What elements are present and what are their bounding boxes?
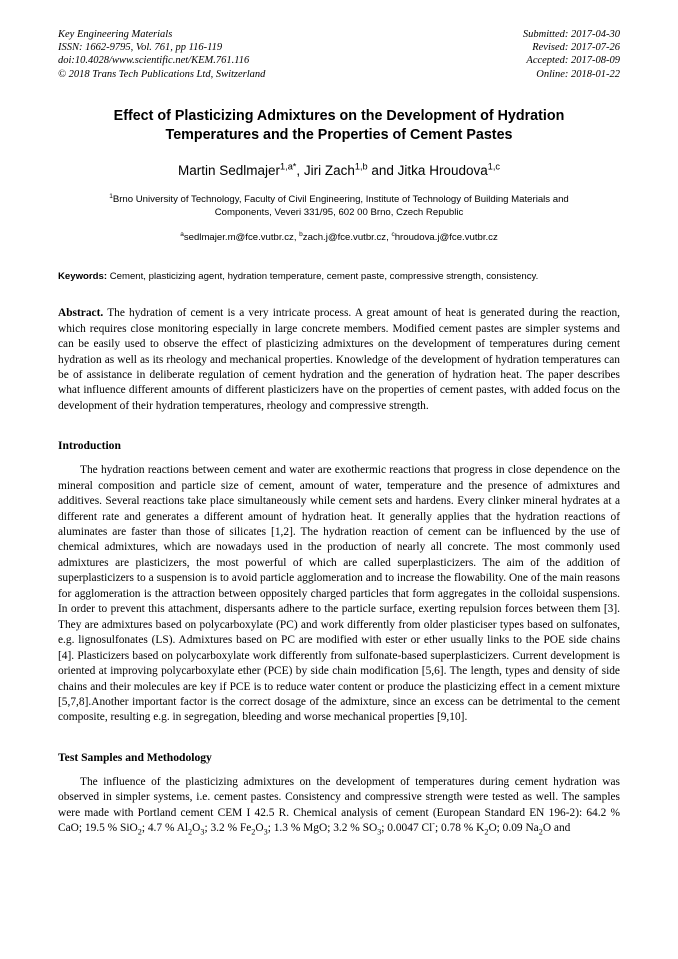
section-heading-test-samples: Test Samples and Methodology bbox=[58, 750, 212, 764]
abstract-label: Abstract. bbox=[58, 307, 104, 320]
doi: doi:10.4028/www.scientific.net/KEM.761.116 bbox=[58, 55, 250, 67]
journal-name: Key Engineering Materials bbox=[58, 29, 173, 40]
revised-date: Revised: 2017-07-26 bbox=[532, 42, 620, 54]
section-heading-introduction: Introduction bbox=[58, 439, 121, 453]
affiliation: $^1$Brno University of Technology, Faculty of Civil Engineering, Institute of Technology of Building Materials and Components, Veveri 331/95, 602 00 Brno, Czech Republic bbox=[109, 192, 569, 219]
header-left-block bbox=[58, 28, 265, 81]
issn-volume: ISSN: 1662-9795, Vol. 761, pp 116-119 bbox=[58, 42, 223, 54]
header-right-block bbox=[523, 28, 620, 81]
page-title bbox=[58, 107, 620, 145]
author-list: Martin Sedlmajer$^{1,a*}$, Jiri Zach$^{1,b}$ and Jitka Hroudova$^{1,c}$ bbox=[178, 161, 500, 178]
keywords-label: Keywords: bbox=[58, 271, 108, 283]
copyright: © 2018 Trans Tech Publications Ltd, Switzerland bbox=[58, 68, 266, 80]
keywords-text: Cement, plasticizing agent, hydration temperature, cement paste, compressive strength, consistency. bbox=[109, 271, 539, 283]
section-paragraph-introduction: The hydration reactions between cement and water are exothermic reactions that progress in close dependence on the mineral composition and particle size of cement, amount of water, temperature and the presence of admixtures and additives. Several reactions take place simultaneously while cement sets and hardens. Every clinker mineral hydrates at a different rate and generates a different amount of hydration heat. It generally applies that the hydration reactions of aluminates are faster than those of silicates [1,2]. The hydration reaction of cement can be influenced by the use of chemical admixtures, which are nowadays used in the production of nearly all concrete. The most commonly used admixtures are plasticizers, the most powerful of which are called superplasticizers. The aim of the addition of superplasticizers to a suspension is to avoid particle agglomeration and to increase the flowability. One of the main reasons for agglomeration is the attraction between oppositely charged particles that form aggregates in the colloidal suspensions. In order to prevent this attachment, dispersants adhere to the particle surface, exerting repulsion forces between them [3]. They are admixtures based on polycarboxylate (PC) and work differently from older plasticiser types based on sulfonates, e.g. lignosulfonates (LS). Admixtures based on PC are modified with ester or ether usually links to the POE side chains [4]. Plasticizers based on polycarboxylate work differently from sulfonate-based superplasticizers. Current development is oriented at improving polycarboxylate ether (PCE) by side chain modification [5,6]. The length, types and density of side chains and their molecules are key if PCE is to reduce water content or produce the plasticizing effect in a cement mixture [5,7,8].Another important factor is the correct dosage of the admixture, since an excess can be detrimental to the cement composite, resulting e.g. in segregation, bleeding and worse mechanical properties [9,10]. bbox=[58, 464, 620, 724]
author-emails: $^a$sedlmajer.m@fce.vutbr.cz, $^b$zach.j@fce.vutbr.cz, $^c$hroudova.j@fce.vutbr.cz bbox=[180, 230, 498, 243]
section-paragraph-test-samples: The influence of the plasticizing admixtures on the development of temperatures during cement hydration was observed in simpler systems, i.e. cement pastes. Consistency and compressive strength were tested as well. The samples were made with Portland cement CEM I 42.5 R. Chemical analysis of cement (European Standard EN 196-2): 64.2 % CaO; 19.5 % SiO$_2$; 4.7 % $Al_2O_3$; 3.2 % $Fe_2O_3$; 1.3 % MgO; 3.2 % $SO_3$; 0.0047 Cl-; 0.78 % $K_2O$; 0.09 $Na_2O$ and bbox=[58, 775, 620, 837]
keywords-block bbox=[58, 270, 620, 284]
submitted-date: Submitted: 2017-04-30 bbox=[522, 29, 620, 40]
title-line-2: Temperatures and the Properties of Cement Pastes bbox=[165, 126, 513, 143]
accepted-date: Accepted: 2017-08-09 bbox=[526, 55, 620, 67]
online-date: Online: 2018-01-22 bbox=[536, 68, 620, 80]
page-header bbox=[58, 28, 620, 81]
title-line-1: Effect of Plasticizing Admixtures on the Development of Hydration bbox=[113, 107, 565, 124]
abstract-block bbox=[58, 306, 620, 414]
abstract-text: The hydration of cement is a very intricate process. A great amount of heat is generated during the reaction, which requires close monitoring especially in large concrete members. Modified cement pastes are simpler systems and can be easily used to observe the effect of plasticizing admixtures on the development of temperatures during cement hydration as well as its rheology and mechanical properties. Knowledge of the development of hydration temperatures can be of assistance in deliberate regulation of cement hydration and the generation of hydration heat. The paper describes what influence different amounts of different plasticizers have on the properties of cement pastes, with added focus on the development of their hydration temperatures, rheology and compressive strength. bbox=[58, 307, 620, 412]
